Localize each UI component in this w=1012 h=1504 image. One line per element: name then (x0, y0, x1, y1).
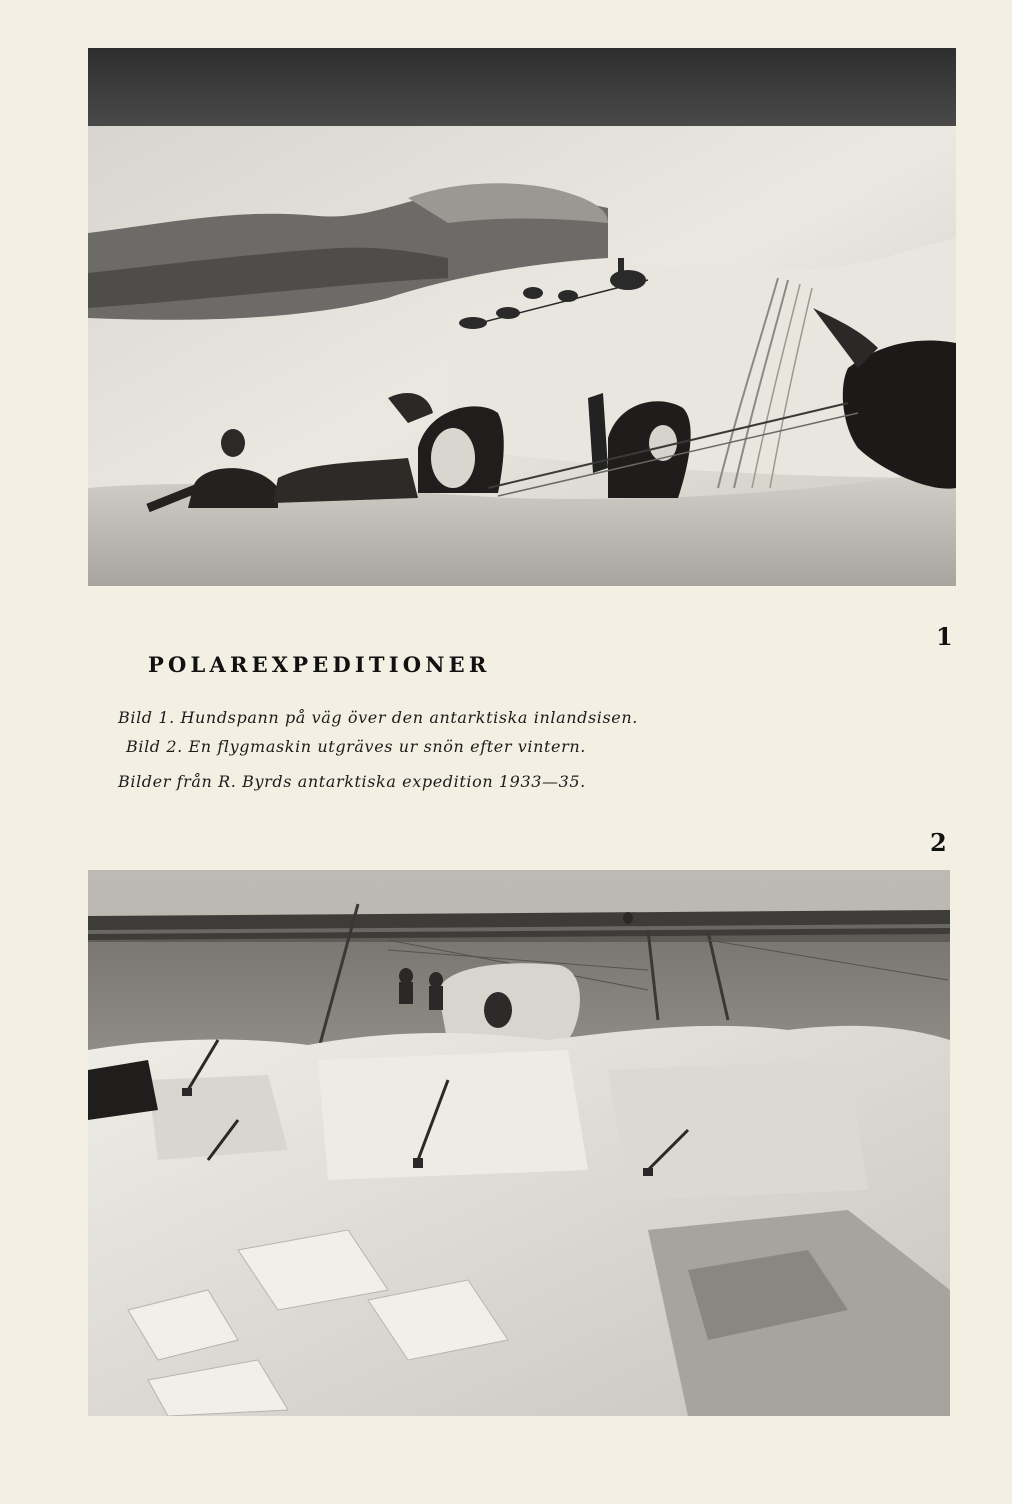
caption-bild-1: Bild 1. Hundspann på väg över den antarktiska inlandsisen. (118, 708, 638, 727)
caption-bild-2: Bild 2. En flygmaskin utgräves ur snön efter vintern. (126, 737, 586, 756)
photo-airplane-dug-out-image (88, 870, 950, 1416)
photo-dog-sled-team-image (88, 48, 956, 586)
caption-source: Bilder från R. Byrds antarktiska expedition 1933—35. (118, 772, 586, 791)
photo-airplane-dug-out (88, 870, 950, 1416)
plate-number-1: 1 (936, 622, 953, 651)
plate-number-2: 2 (930, 828, 947, 857)
photo-dog-sled-team (88, 48, 956, 586)
page-title: POLAREXPEDITIONER (148, 652, 491, 677)
